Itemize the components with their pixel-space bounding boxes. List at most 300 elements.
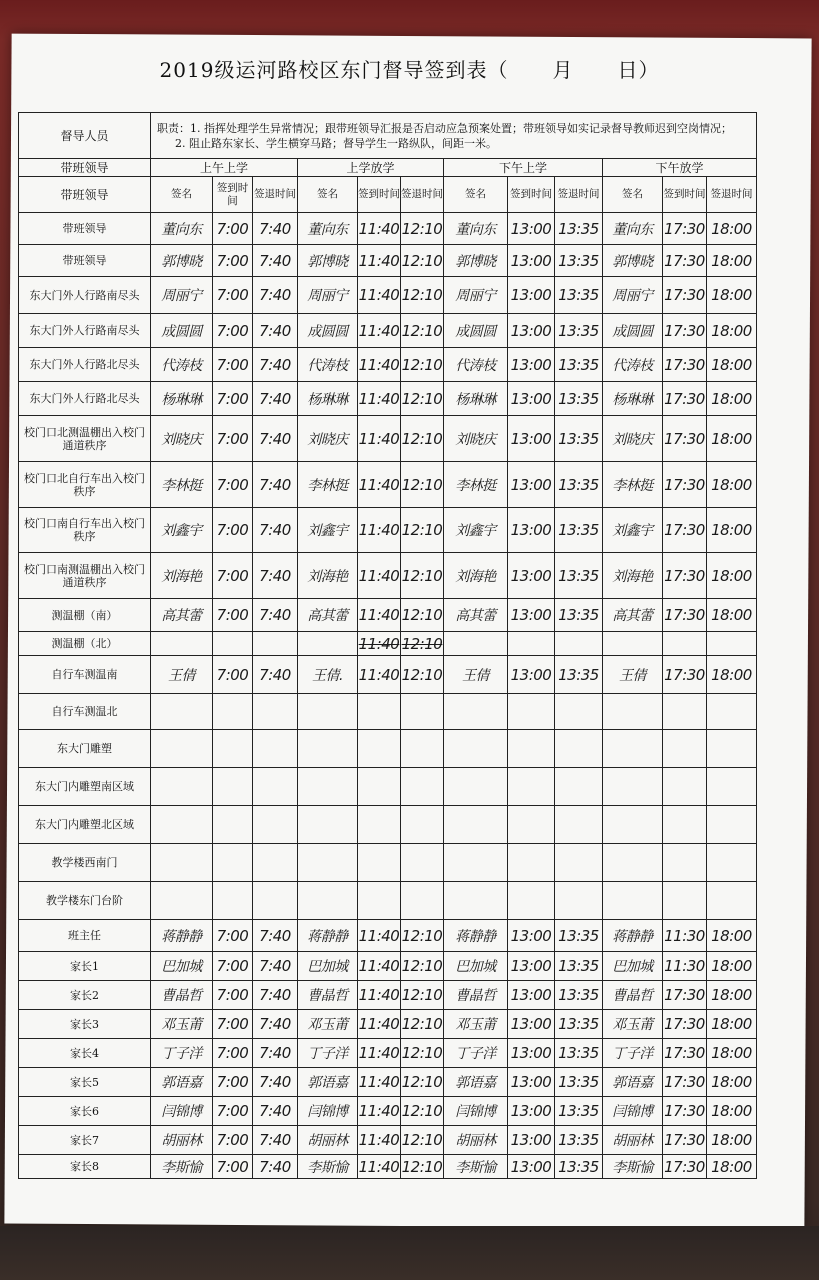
am-in-header: 上午上学 bbox=[151, 159, 298, 177]
handwritten-time: 17:30 bbox=[664, 355, 705, 374]
handwritten-signature: 胡丽林 bbox=[612, 1133, 653, 1149]
handwritten-signature: 巴加城 bbox=[161, 959, 202, 975]
handwritten-time: 11:40 bbox=[358, 957, 400, 975]
handwritten-time: 18:00 bbox=[711, 219, 752, 238]
am-out-sign-cell bbox=[298, 920, 358, 952]
am-in-arrive-cell bbox=[213, 981, 253, 1010]
handwritten-time: 12:10 bbox=[401, 1073, 443, 1091]
handwritten-signature: 周丽宁 bbox=[307, 288, 348, 304]
pm-in-sign-cell bbox=[444, 508, 508, 553]
handwritten-time: 7:00 bbox=[216, 1073, 249, 1091]
handwritten-signature: 蒋静静 bbox=[307, 928, 348, 945]
post-label: 东大门外人行路南尽头 bbox=[19, 277, 151, 314]
handwritten-signature: 郭语嘉 bbox=[612, 1075, 653, 1091]
am-in-leave-cell bbox=[253, 348, 298, 382]
am-out-arrive-cell bbox=[358, 1126, 401, 1155]
pm-out-arrive-cell bbox=[663, 656, 707, 694]
am-in-leave-cell bbox=[253, 1126, 298, 1155]
handwritten-time: 11:40 bbox=[358, 475, 400, 494]
am-in-arrive-cell bbox=[213, 599, 253, 632]
table-row bbox=[19, 416, 757, 462]
table-row bbox=[19, 844, 757, 882]
table-row bbox=[19, 277, 757, 314]
am-in-arrive-cell bbox=[213, 553, 253, 599]
pm-in-sign-cell bbox=[444, 730, 508, 768]
am-in-sign-cell bbox=[151, 462, 213, 508]
pm-in-arrive-cell bbox=[508, 599, 555, 632]
post-label: 东大门内雕塑北区域 bbox=[19, 806, 151, 844]
pm-in-arrive-cell bbox=[508, 1155, 555, 1179]
handwritten-time: 18:00 bbox=[711, 251, 752, 270]
table-row bbox=[19, 1155, 757, 1179]
am-in-sign-cell bbox=[151, 844, 213, 882]
handwritten-time: 11:30 bbox=[664, 926, 705, 945]
handwritten-signature: 董向东 bbox=[161, 221, 202, 238]
handwritten-time: 7:40 bbox=[259, 389, 291, 408]
pm-in-sign-cell bbox=[444, 348, 508, 382]
post-label: 带班领导 bbox=[19, 245, 151, 277]
handwritten-time: 18:00 bbox=[711, 665, 752, 684]
handwritten-time: 7:00 bbox=[216, 1131, 249, 1149]
am-out-sign-cell bbox=[298, 1068, 358, 1097]
handwritten-time: 13:35 bbox=[558, 566, 599, 585]
post-label: 自行车测温南 bbox=[19, 656, 151, 694]
post-label: 东大门雕塑 bbox=[19, 730, 151, 768]
handwritten-time: 7:40 bbox=[259, 1044, 291, 1062]
pm-out-leave-cell bbox=[707, 1010, 757, 1039]
handwritten-time: 18:00 bbox=[711, 1044, 752, 1062]
am-in-sign-cell bbox=[151, 599, 213, 632]
handwritten-time: 7:00 bbox=[216, 1015, 249, 1033]
am-out-arrive-cell bbox=[358, 245, 401, 277]
am-out-leave-cell bbox=[401, 382, 444, 416]
am-out-sign-cell bbox=[298, 416, 358, 462]
table-row bbox=[19, 1097, 757, 1126]
sign-header: 签名 bbox=[603, 177, 663, 213]
handwritten-time: 13:35 bbox=[558, 1073, 599, 1091]
pm-out-leave-cell bbox=[707, 462, 757, 508]
post-label: 校门口南自行车出入校门秩序 bbox=[19, 508, 151, 553]
handwritten-time: 12:10 bbox=[401, 355, 443, 374]
handwritten-signature: 李斯愉 bbox=[161, 1159, 202, 1176]
am-in-leave-cell bbox=[253, 508, 298, 553]
pm-out-sign-cell bbox=[603, 806, 663, 844]
am-out-leave-cell bbox=[401, 844, 444, 882]
pm-in-sign-cell bbox=[444, 844, 508, 882]
handwritten-signature: 成圆圆 bbox=[612, 323, 653, 340]
pm-in-arrive-cell bbox=[508, 806, 555, 844]
am-out-arrive-cell bbox=[358, 553, 401, 599]
pm-in-arrive-cell bbox=[508, 553, 555, 599]
pm-in-leave-cell bbox=[555, 920, 603, 952]
am-out-sign-cell bbox=[298, 599, 358, 632]
am-in-sign-cell bbox=[151, 277, 213, 314]
am-in-arrive-cell bbox=[213, 1126, 253, 1155]
handwritten-time: 18:00 bbox=[711, 1102, 752, 1120]
am-out-sign-cell bbox=[298, 730, 358, 768]
pm-out-arrive-cell bbox=[663, 277, 707, 314]
handwritten-time: 13:35 bbox=[558, 355, 599, 374]
handwritten-time: 13:35 bbox=[558, 389, 599, 408]
handwritten-time: 13:00 bbox=[510, 521, 552, 539]
pm-out-sign-cell bbox=[603, 277, 663, 314]
am-out-arrive-cell bbox=[358, 1068, 401, 1097]
post-label: 教学楼西南门 bbox=[19, 844, 151, 882]
pm-in-leave-cell bbox=[555, 314, 603, 348]
handwritten-time: 12:10 bbox=[401, 1157, 443, 1176]
handwritten-time: 11:40 bbox=[358, 1102, 400, 1120]
handwritten-signature: 刘海艳 bbox=[612, 568, 653, 585]
handwritten-time: 18:00 bbox=[711, 429, 752, 448]
handwritten-time: 12:10 bbox=[401, 219, 443, 238]
table-row bbox=[19, 1039, 757, 1068]
am-in-leave-cell bbox=[253, 952, 298, 981]
pm-out-sign-cell bbox=[603, 314, 663, 348]
sign-header: 签名 bbox=[444, 177, 508, 213]
pm-out-arrive-cell bbox=[663, 245, 707, 277]
pm-out-sign-cell bbox=[603, 844, 663, 882]
handwritten-time: 11:40 bbox=[358, 321, 400, 340]
handwritten-time: 13:00 bbox=[510, 1044, 552, 1062]
pm-out-sign-cell bbox=[603, 882, 663, 920]
handwritten-signature: 丁子洋 bbox=[612, 1046, 653, 1062]
am-in-sign-cell bbox=[151, 416, 213, 462]
handwritten-signature: 杨琳琳 bbox=[612, 391, 653, 408]
handwritten-signature: 王倩 bbox=[462, 667, 489, 684]
handwritten-time: 11:40 bbox=[358, 606, 400, 624]
handwritten-time: 11:40 bbox=[358, 1044, 400, 1062]
am-out-arrive-cell bbox=[358, 694, 401, 730]
title-day: 日） bbox=[617, 58, 660, 82]
am-in-leave-cell bbox=[253, 599, 298, 632]
am-out-leave-cell bbox=[401, 245, 444, 277]
pm-out-leave-cell bbox=[707, 632, 757, 656]
pm-out-arrive-cell bbox=[663, 1097, 707, 1126]
handwritten-time: 17:30 bbox=[664, 1102, 705, 1120]
pm-out-arrive-cell bbox=[663, 508, 707, 553]
handwritten-time: 12:10 bbox=[401, 665, 443, 684]
am-out-sign-cell bbox=[298, 314, 358, 348]
pm-out-leave-cell bbox=[707, 952, 757, 981]
pm-in-arrive-cell bbox=[508, 981, 555, 1010]
handwritten-time: 13:35 bbox=[558, 606, 599, 624]
pm-out-leave-cell bbox=[707, 213, 757, 245]
am-in-leave-cell bbox=[253, 277, 298, 314]
pm-out-sign-cell bbox=[603, 348, 663, 382]
pm-out-arrive-cell bbox=[663, 1155, 707, 1179]
am-out-arrive-cell bbox=[358, 882, 401, 920]
handwritten-signature: 丁子洋 bbox=[307, 1046, 348, 1062]
handwritten-time: 17:30 bbox=[664, 566, 705, 585]
post-label: 测温棚（北） bbox=[19, 632, 151, 656]
post-label: 家长2 bbox=[19, 981, 151, 1010]
handwritten-signature: 巴加城 bbox=[455, 959, 496, 975]
am-in-leave-cell bbox=[253, 1155, 298, 1179]
handwritten-signature: 董向东 bbox=[455, 221, 496, 238]
handwritten-signature: 邓玉莆 bbox=[612, 1017, 653, 1033]
handwritten-signature: 郭博晓 bbox=[307, 253, 348, 270]
am-in-arrive-cell bbox=[213, 348, 253, 382]
handwritten-time: 11:40 bbox=[358, 429, 400, 448]
post-label: 家长1 bbox=[19, 952, 151, 981]
pm-out-leave-cell bbox=[707, 806, 757, 844]
handwritten-time: 13:00 bbox=[510, 665, 552, 684]
pm-out-leave-cell bbox=[707, 1068, 757, 1097]
post-label: 教学楼东门台阶 bbox=[19, 882, 151, 920]
handwritten-time: 7:40 bbox=[259, 475, 291, 494]
handwritten-signature: 曹晶哲 bbox=[161, 988, 202, 1004]
handwritten-time: 12:10 bbox=[401, 389, 443, 408]
handwritten-signature: 刘晓庆 bbox=[455, 431, 496, 448]
am-in-leave-cell bbox=[253, 1039, 298, 1068]
am-out-sign-cell bbox=[298, 981, 358, 1010]
am-in-leave-cell bbox=[253, 920, 298, 952]
leader-label: 带班领导 bbox=[19, 177, 151, 213]
post-label: 校门口北测温棚出入校门通道秩序 bbox=[19, 416, 151, 462]
am-in-sign-cell bbox=[151, 508, 213, 553]
am-out-sign-cell bbox=[298, 1155, 358, 1179]
handwritten-time: 13:35 bbox=[558, 475, 599, 494]
pm-in-arrive-cell bbox=[508, 768, 555, 806]
pm-in-arrive-cell bbox=[508, 1039, 555, 1068]
handwritten-time: 11:40 bbox=[358, 389, 400, 408]
handwritten-time: 11:40 bbox=[358, 521, 400, 539]
pm-out-sign-cell bbox=[603, 462, 663, 508]
table-row bbox=[19, 382, 757, 416]
handwritten-time: 11:40 bbox=[358, 1015, 400, 1033]
pm-in-leave-cell bbox=[555, 1126, 603, 1155]
pm-in-arrive-cell bbox=[508, 730, 555, 768]
pm-out-arrive-cell bbox=[663, 730, 707, 768]
pm-out-arrive-cell bbox=[663, 553, 707, 599]
pm-in-arrive-cell bbox=[508, 508, 555, 553]
am-in-leave-cell bbox=[253, 1010, 298, 1039]
session-header-row bbox=[19, 159, 757, 177]
handwritten-signature: 刘晓庆 bbox=[612, 431, 653, 448]
am-out-sign-cell bbox=[298, 882, 358, 920]
am-in-leave-cell bbox=[253, 656, 298, 694]
handwritten-time: 7:40 bbox=[259, 957, 291, 975]
handwritten-time: 11:40 bbox=[358, 355, 400, 374]
pm-out-sign-cell bbox=[603, 1097, 663, 1126]
am-out-leave-cell bbox=[401, 952, 444, 981]
duty-line-2: 2. 阻止路东家长、学生横穿马路；督导学生一路纵队，间距一米。 bbox=[175, 136, 497, 150]
handwritten-signature: 刘鑫宇 bbox=[455, 523, 496, 539]
am-out-leave-cell bbox=[401, 656, 444, 694]
column-header-row bbox=[19, 177, 757, 213]
pm-out-leave-cell bbox=[707, 314, 757, 348]
handwritten-signature: 巴加城 bbox=[612, 959, 653, 975]
title-month: 月 bbox=[552, 58, 574, 82]
am-out-arrive-cell bbox=[358, 277, 401, 314]
am-in-sign-cell bbox=[151, 1126, 213, 1155]
am-out-sign-cell bbox=[298, 277, 358, 314]
pm-in-leave-cell bbox=[555, 882, 603, 920]
am-out-arrive-cell bbox=[358, 632, 401, 656]
handwritten-time: 11:40 bbox=[358, 634, 400, 653]
handwritten-signature: 刘鑫宇 bbox=[307, 523, 348, 539]
am-in-sign-cell bbox=[151, 213, 213, 245]
handwritten-time: 13:00 bbox=[510, 926, 552, 945]
am-in-sign-cell bbox=[151, 806, 213, 844]
pm-in-arrive-cell bbox=[508, 416, 555, 462]
pm-in-leave-cell bbox=[555, 1097, 603, 1126]
pm-out-sign-cell bbox=[603, 1126, 663, 1155]
handwritten-time: 17:30 bbox=[664, 321, 705, 340]
am-out-sign-cell bbox=[298, 952, 358, 981]
pm-in-arrive-cell bbox=[508, 277, 555, 314]
handwritten-time: 11:30 bbox=[664, 957, 705, 975]
pm-out-leave-cell bbox=[707, 768, 757, 806]
handwritten-signature: 周丽宁 bbox=[455, 288, 496, 304]
handwritten-time: 12:10 bbox=[401, 429, 443, 448]
am-out-sign-cell bbox=[298, 768, 358, 806]
am-out-leave-cell bbox=[401, 920, 444, 952]
handwritten-signature: 成圆圆 bbox=[307, 323, 348, 340]
pm-in-sign-cell bbox=[444, 1039, 508, 1068]
sign-header: 签名 bbox=[298, 177, 358, 213]
handwritten-time: 18:00 bbox=[711, 1073, 752, 1091]
am-out-leave-cell bbox=[401, 599, 444, 632]
pm-out-sign-cell bbox=[603, 1010, 663, 1039]
handwritten-signature: 曹晶哲 bbox=[307, 988, 348, 1004]
handwritten-time: 11:40 bbox=[358, 286, 400, 304]
handwritten-signature: 蒋静静 bbox=[161, 928, 202, 945]
handwritten-time: 18:00 bbox=[711, 926, 752, 945]
pm-out-sign-cell bbox=[603, 730, 663, 768]
sign-header: 签名 bbox=[151, 177, 213, 213]
am-out-arrive-cell bbox=[358, 462, 401, 508]
handwritten-signature: 代涛枝 bbox=[612, 357, 653, 374]
handwritten-signature: 刘鑫宇 bbox=[612, 523, 653, 539]
pm-out-arrive-cell bbox=[663, 882, 707, 920]
handwritten-time: 7:40 bbox=[259, 251, 291, 270]
am-in-arrive-cell bbox=[213, 213, 253, 245]
pm-out-sign-cell bbox=[603, 416, 663, 462]
pm-in-leave-cell bbox=[555, 553, 603, 599]
am-out-arrive-cell bbox=[358, 599, 401, 632]
am-in-leave-cell bbox=[253, 245, 298, 277]
am-out-arrive-cell bbox=[358, 768, 401, 806]
handwritten-time: 12:10 bbox=[401, 986, 443, 1004]
pm-out-leave-cell bbox=[707, 1155, 757, 1179]
pm-in-sign-cell bbox=[444, 213, 508, 245]
handwritten-time: 18:00 bbox=[711, 321, 752, 340]
handwritten-signature: 代涛枝 bbox=[161, 357, 202, 374]
post-label: 校门口北自行车出入校门秩序 bbox=[19, 462, 151, 508]
handwritten-time: 11:40 bbox=[358, 665, 400, 684]
am-in-arrive-cell bbox=[213, 730, 253, 768]
pm-out-arrive-cell bbox=[663, 920, 707, 952]
pm-out-leave-cell bbox=[707, 1126, 757, 1155]
handwritten-signature: 丁子洋 bbox=[455, 1046, 496, 1062]
pm-in-sign-cell bbox=[444, 1010, 508, 1039]
handwritten-time: 7:00 bbox=[216, 606, 249, 624]
am-in-leave-cell bbox=[253, 462, 298, 508]
pm-out-leave-cell bbox=[707, 1097, 757, 1126]
handwritten-time: 17:30 bbox=[664, 1157, 705, 1176]
handwritten-time: 11:40 bbox=[358, 986, 400, 1004]
handwritten-time: 7:00 bbox=[216, 986, 249, 1004]
handwritten-signature: 李林挺 bbox=[161, 477, 202, 494]
am-in-sign-cell bbox=[151, 314, 213, 348]
handwritten-time: 17:30 bbox=[664, 219, 705, 238]
handwritten-signature: 刘海艳 bbox=[161, 568, 202, 585]
pm-out-sign-cell bbox=[603, 768, 663, 806]
handwritten-signature: 郭博晓 bbox=[161, 253, 202, 270]
pm-out-arrive-cell bbox=[663, 348, 707, 382]
am-out-sign-cell bbox=[298, 553, 358, 599]
leave-header: 签退时间 bbox=[707, 177, 757, 213]
am-in-sign-cell bbox=[151, 1039, 213, 1068]
handwritten-signature: 郭博晓 bbox=[455, 253, 496, 270]
leader-label: 带班领导 bbox=[19, 159, 151, 177]
am-out-sign-cell bbox=[298, 1097, 358, 1126]
handwritten-signature: 刘晓庆 bbox=[307, 431, 348, 448]
am-out-arrive-cell bbox=[358, 382, 401, 416]
handwritten-time: 7:40 bbox=[259, 321, 291, 340]
leave-header: 签退时间 bbox=[401, 177, 444, 213]
table-row bbox=[19, 213, 757, 245]
am-out-leave-cell bbox=[401, 981, 444, 1010]
pm-out-leave-cell bbox=[707, 553, 757, 599]
pm-out-sign-cell bbox=[603, 553, 663, 599]
pm-out-leave-cell bbox=[707, 694, 757, 730]
am-in-sign-cell bbox=[151, 553, 213, 599]
am-in-arrive-cell bbox=[213, 245, 253, 277]
handwritten-time: 17:30 bbox=[664, 521, 705, 539]
am-in-leave-cell bbox=[253, 882, 298, 920]
handwritten-time: 13:35 bbox=[558, 1015, 599, 1033]
pm-in-leave-cell bbox=[555, 656, 603, 694]
handwritten-time: 7:00 bbox=[216, 389, 249, 408]
am-in-sign-cell bbox=[151, 1155, 213, 1179]
handwritten-time: 12:10 bbox=[401, 634, 443, 653]
table-row bbox=[19, 462, 757, 508]
am-in-leave-cell bbox=[253, 382, 298, 416]
table-row bbox=[19, 599, 757, 632]
am-in-arrive-cell bbox=[213, 1068, 253, 1097]
pm-in-arrive-cell bbox=[508, 462, 555, 508]
pm-out-leave-cell bbox=[707, 508, 757, 553]
handwritten-time: 13:00 bbox=[510, 1131, 552, 1149]
handwritten-signature: 李斯愉 bbox=[307, 1159, 348, 1176]
handwritten-signature: 杨琳琳 bbox=[455, 391, 496, 408]
pm-out-sign-cell bbox=[603, 694, 663, 730]
post-label: 家长5 bbox=[19, 1068, 151, 1097]
am-out-leave-cell bbox=[401, 730, 444, 768]
post-label: 班主任 bbox=[19, 920, 151, 952]
am-out-sign-cell bbox=[298, 462, 358, 508]
handwritten-time: 13:00 bbox=[510, 475, 552, 494]
handwritten-time: 7:40 bbox=[259, 286, 291, 304]
pm-out-leave-cell bbox=[707, 277, 757, 314]
handwritten-signature: 周丽宁 bbox=[161, 288, 202, 304]
am-out-sign-cell bbox=[298, 1010, 358, 1039]
handwritten-time: 7:40 bbox=[259, 355, 291, 374]
handwritten-signature: 杨琳琳 bbox=[161, 391, 202, 408]
pm-in-arrive-cell bbox=[508, 694, 555, 730]
am-out-sign-cell bbox=[298, 1039, 358, 1068]
am-in-sign-cell bbox=[151, 694, 213, 730]
handwritten-signature: 王倩. bbox=[312, 667, 343, 684]
handwritten-time: 12:10 bbox=[401, 957, 443, 975]
table-row bbox=[19, 981, 757, 1010]
handwritten-signature: 曹晶哲 bbox=[612, 988, 653, 1004]
pm-out-leave-cell bbox=[707, 599, 757, 632]
pm-in-leave-cell bbox=[555, 806, 603, 844]
handwritten-time: 7:40 bbox=[259, 566, 291, 585]
